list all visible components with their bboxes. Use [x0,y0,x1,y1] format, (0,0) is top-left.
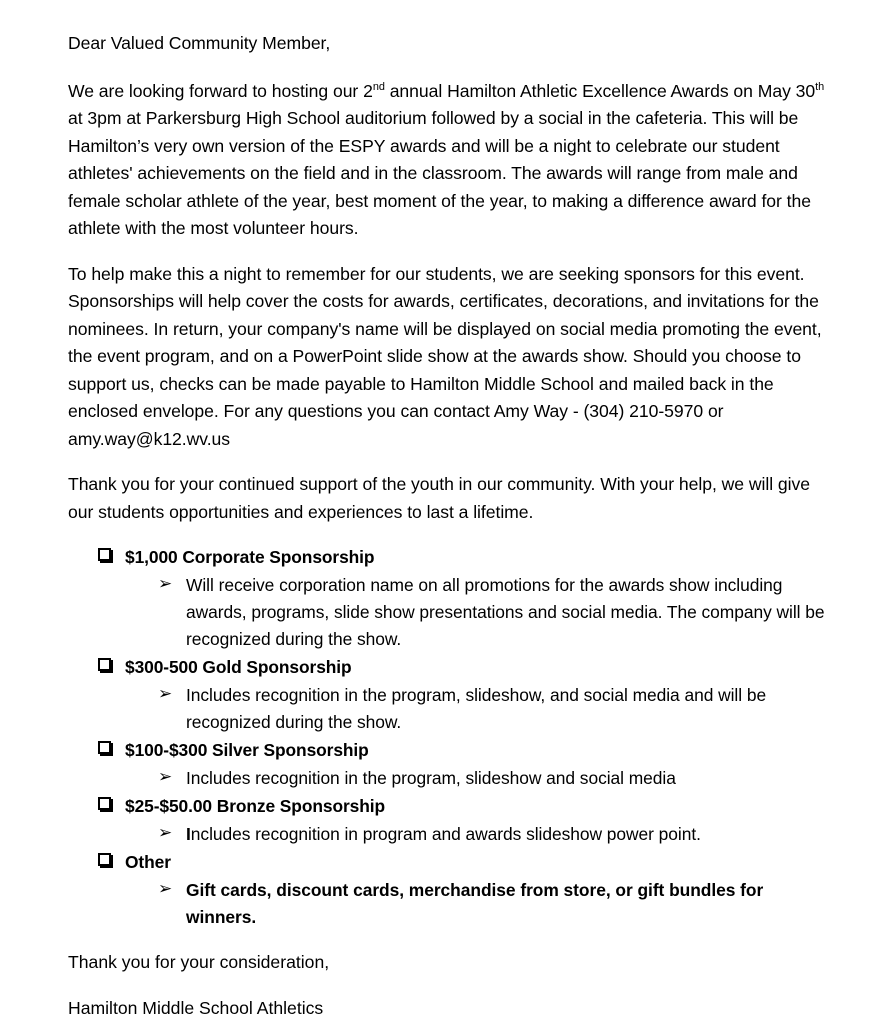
arrow-right-icon: ➢ [158,823,173,843]
closing-line-1: Thank you for your consideration, [68,952,330,972]
intro-text-2: annual Hamilton Athletic Excellence Awards on May 30 [384,80,816,101]
sponsorship-level-title [68,737,830,764]
intro-date-suffix: th [815,80,825,93]
intro-text-1: We are looking forward to hosting our [68,80,364,101]
sponsorship-detail-text: Will receive corporation name on all promotions for the awards show including awards, programs, slide show presentations and social media. The company will be recognized during the show. [186,575,825,649]
sponsorship-level-label: $100-$300 Silver Sponsorship [125,740,369,760]
sponsorship-level-title [68,849,830,876]
sponsorship-detail [68,572,830,653]
sponsorship-level-corporate [68,544,830,653]
sponsorship-detail-text: Gift cards, discount cards, merchandise from store, or gift bundles for winners. [186,880,764,927]
sponsorship-level-label: $300-500 Gold Sponsorship [125,657,352,677]
arrow-right-icon: ➢ [158,574,173,594]
sponsorship-level-title [68,793,830,820]
paragraph-intro [68,78,830,243]
checkbox-icon [98,741,111,754]
intro-ordinal-number: 2 [363,80,373,101]
sponsorship-level-silver [68,737,830,792]
sponsorship-detail [68,765,830,792]
sponsorship-level-label: $1,000 Corporate Sponsorship [125,547,375,567]
sponsorship-detail-lead: I [186,824,191,844]
arrow-right-icon: ➢ [158,767,173,787]
checkbox-icon [98,797,111,810]
paragraph-thank-you-support: Thank you for your continued support of the youth in our community. With your help, we will give our students opportunities and experiences to last a lifetime. [68,474,810,522]
sponsorship-level-label: Other [125,852,171,872]
sponsorship-levels-list [68,544,830,931]
sponsorship-level-title [68,544,830,571]
sponsorship-level-label: $25-$50.00 Bronze Sponsorship [125,796,385,816]
sponsorship-detail [68,821,830,848]
sponsorship-detail-text: Includes recognition in the program, slideshow and social media [186,768,676,788]
intro-ordinal-suffix: nd [372,80,385,93]
checkbox-icon [98,548,111,561]
sponsorship-level-gold [68,654,830,736]
sponsorship-detail [68,682,830,736]
paragraph-sponsorship-request: To help make this a night to remember for our students, we are seeking sponsors for this event. Sponsorships will help cover the costs for awards, certificates, decorations, and invitations for the nominees. In return, your company's name will be displayed on social media promoting the event, the event program, and on a PowerPoint slide show at the awards show. Should you choose to support us, checks can be made payable to Hamilton Middle School and mailed back in the enclosed envelope. For any questions you can contact Amy Way - (304) 210-5970 or amy.way@k12.wv.us [68,263,822,449]
sponsorship-detail [68,877,830,931]
checkbox-icon [98,853,111,866]
salutation: Dear Valued Community Member, [68,33,331,53]
checkbox-icon [98,658,111,671]
sponsorship-detail-text: Includes recognition in the program, slideshow, and social media and will be recognized during the show. [186,685,767,732]
sponsorship-level-other [68,849,830,931]
sponsorship-detail-text: ncludes recognition in program and awards slideshow power point. [190,824,701,844]
arrow-right-icon: ➢ [158,684,173,704]
intro-text-3: at 3pm at Parkersburg High School auditorium followed by a social in the cafeteria. This will be Hamilton’s very own version of the ESPY awards and will be a night to celebrate our student athletes' achievements on the field and in the classroom. The awards will range from male and female scholar athlete of the year, best moment of the year, to making a difference award for the athlete with the most volunteer hours. [68,108,811,238]
sponsorship-level-bronze [68,793,830,848]
arrow-right-icon: ➢ [158,879,173,899]
closing-line-2: Hamilton Middle School Athletics [68,997,324,1018]
sponsorship-level-title [68,654,830,681]
